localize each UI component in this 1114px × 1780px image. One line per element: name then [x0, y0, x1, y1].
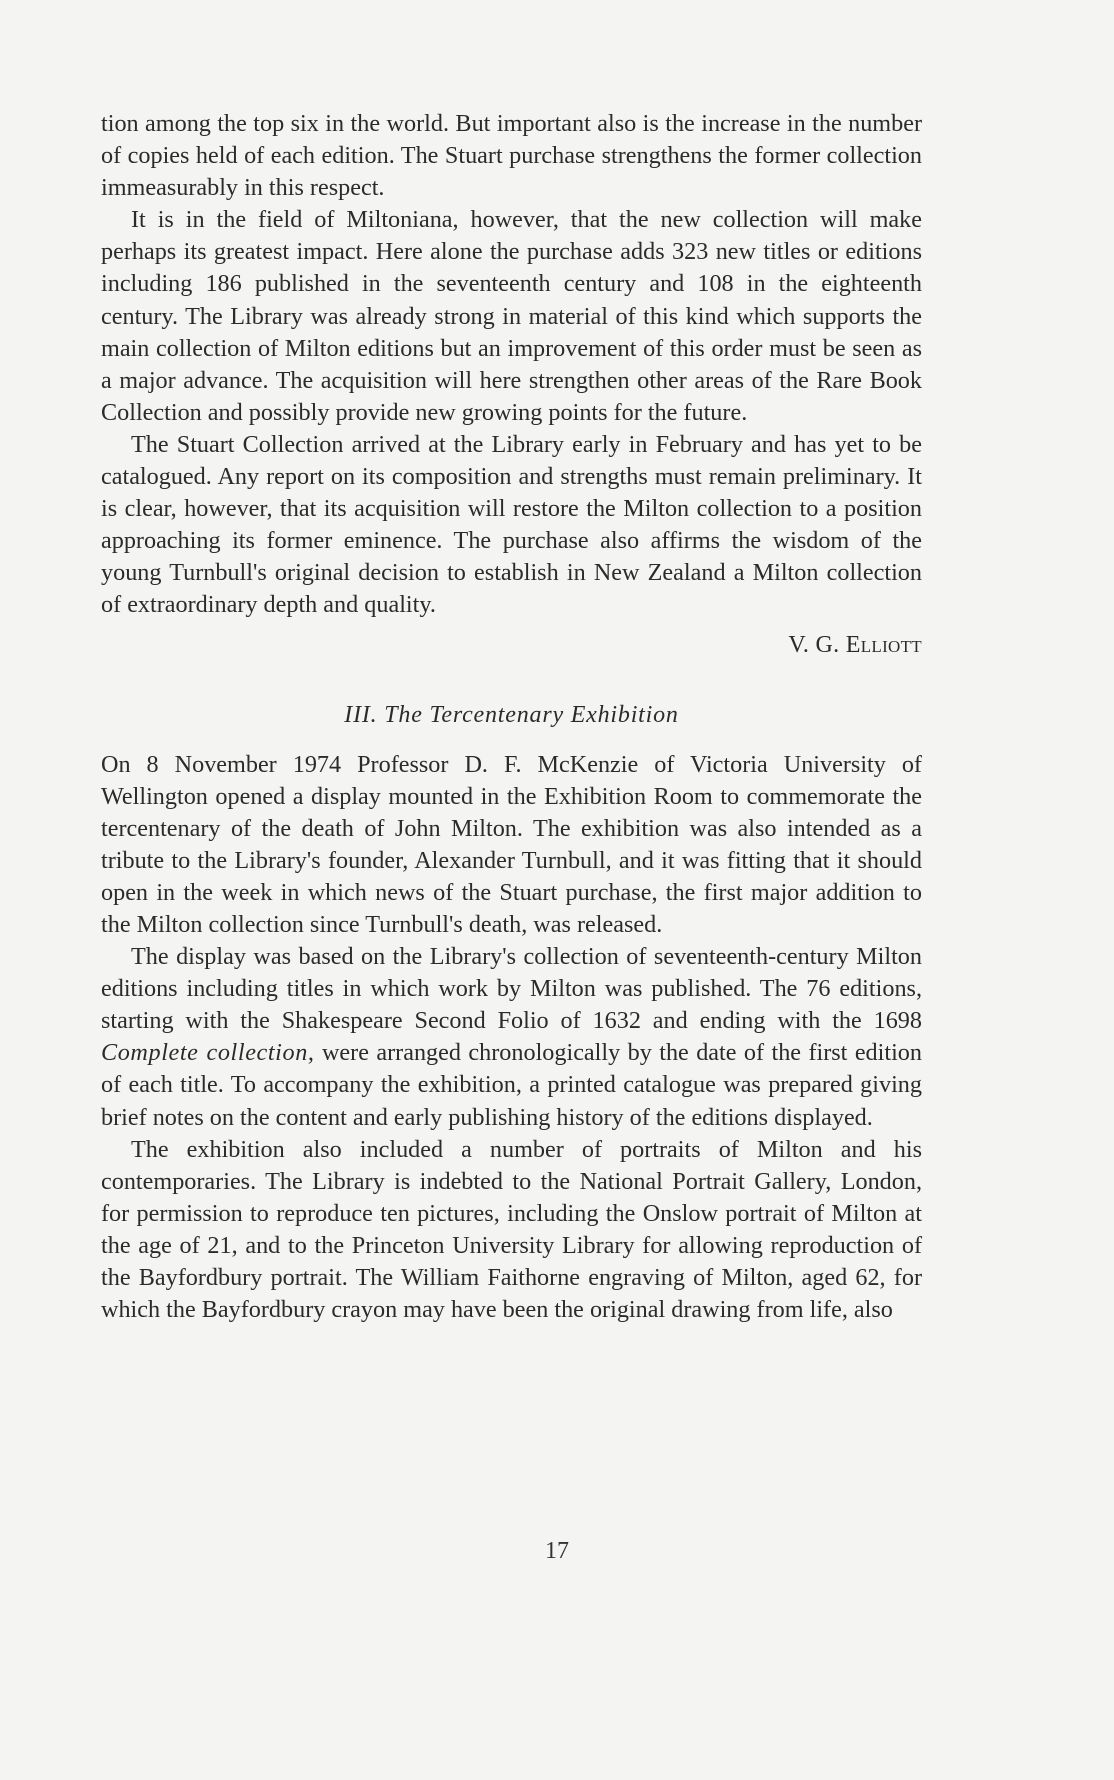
display-text-after: were arranged chronologically by the date of the first edition of each title. To accompany the exhibition, a printed catalogue was prepared giving brief notes on the content and early publishing history of the editions displayed. [101, 1039, 922, 1131]
italic-title-complete-collection: Complete collection, [101, 1039, 315, 1067]
page-body [101, 108, 922, 1326]
paragraph-top-six: tion among the top six in the world. But important also is the increase in the number of copies held of each edition. The Stuart purchase strengthens the former collection immeasurably in this respect. [101, 110, 922, 202]
paragraph-display-editions [101, 941, 922, 1134]
paragraph-stuart-collection-arrival: The Stuart Collection arrived at the Library early in February and has yet to be catalogued. Any report on its composition and strengths must remain preliminary. It is clear, however, that its acquisition will restore the Milton collection to a position approaching its former eminence. The purchase also affirms the wisdom of the young Turnbull's original decision to establish in New Zealand a Milton collection of extraordinary depth and quality. [101, 430, 922, 619]
section-heading-tercentenary: III. The Tercentenary Exhibition [344, 701, 679, 728]
author-signature [101, 629, 922, 661]
signature-initials: V. G. [788, 631, 840, 658]
paragraph-portraits: The exhibition also included a number of portraits of Milton and his contemporaries. The Library is indebted to the National Portrait Gallery, London, for permission to reproduce ten pictures, including the Onslow portrait of Milton at the age of 21, and to the Princeton University Library for allowing reproduction of the Bayfordbury portrait. The William Faithorne engraving of Milton, aged 62, for which the Bayfordbury crayon may have been the original drawing from life, also [101, 1135, 922, 1324]
signature-surname: Elliott [845, 631, 922, 658]
paragraph-miltoniana: It is in the field of Miltoniana, however, that the new collection will make perhaps its greatest impact. Here alone the purchase adds 323 new titles or editions including 186 published in the seventeenth century and 108 in the eighteenth century. The Library was already strong in material of this kind which supports the main collection of Milton editions but an improvement of this order must be seen as a major advance. The acquisition will here strengthen other areas of the Rare Book Collection and possibly provide new growing points for the future. [101, 206, 922, 426]
page-number: 17 [545, 1538, 569, 1564]
display-text-before: The display was based on the Library's collection of seventeenth-century Milton editions including titles in which work by Milton was published. The 76 editions, starting with the Shakespeare Second Folio of 1632 and ending with the 1698 [101, 943, 922, 1035]
paragraph-exhibition-opening: On 8 November 1974 Professor D. F. McKenzie of Victoria University of Wellington opened a display mounted in the Exhibition Room to commemorate the tercentenary of the death of John Milton. The exhibition was also intended as a tribute to the Library's founder, Alexander Turnbull, and it was fitting that it should open in the week in which news of the Stuart purchase, the first major addition to the Milton collection since Turnbull's death, was released. [101, 750, 922, 938]
